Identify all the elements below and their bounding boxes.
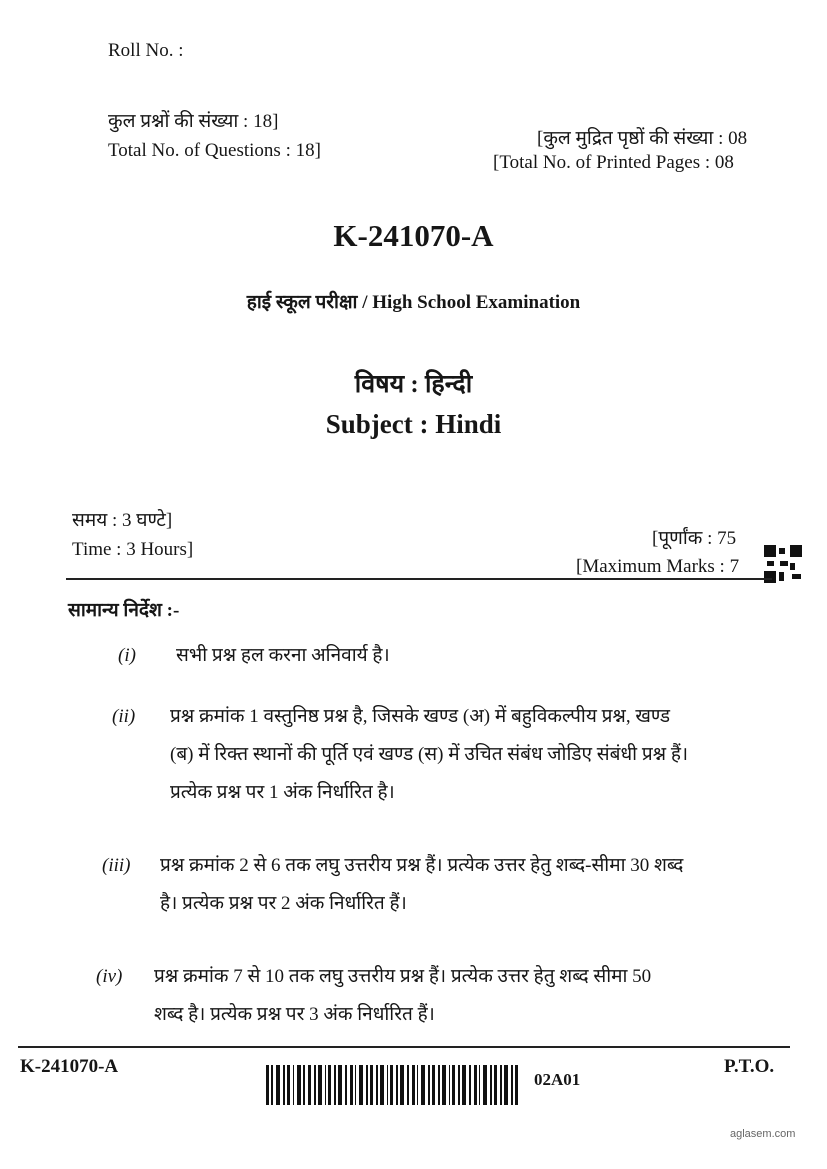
printed-pages-hindi: [कुल मुद्रित पृष्ठों की संख्या : 08 [537, 128, 748, 149]
subject-hindi: विषय : हिन्दी [354, 371, 473, 398]
total-questions-english: Total No. of Questions : 18] [108, 140, 321, 161]
instruction-text: प्रश्न क्रमांक 7 से 10 तक लघु उत्तरीय प्रश्न हैं। प्रत्येक उत्तर हेतु शब्द सीमा 50 [154, 966, 652, 987]
instruction-text: प्रत्येक प्रश्न पर 1 अंक निर्धारित है। [170, 782, 395, 803]
instruction-text: है। प्रत्येक प्रश्न पर 2 अंक निर्धारित हैं। [160, 893, 407, 914]
instruction-item-iii [102, 847, 683, 923]
pto-label: P.T.O. [724, 1056, 775, 1077]
max-marks-english: [Maximum Marks : 7 [576, 556, 740, 577]
watermark: aglasem.com [730, 1128, 796, 1140]
instruction-text: प्रश्न क्रमांक 1 वस्तुनिष्ठ प्रश्न है, जिसके खण्ड (अ) में बहुविकल्पीय प्रश्न, खण्ड [170, 706, 671, 727]
instruction-text: (ब) में रिक्त स्थानों की पूर्ति एवं खण्ड (स) में उचित संबंध जोडिए संबंधी प्रश्न हैं। [170, 744, 689, 765]
instruction-item-iv [96, 958, 651, 1034]
total-questions-hindi: कुल प्रश्नों की संख्या : 18] [108, 111, 279, 132]
instruction-number: (iv) [96, 966, 123, 987]
instruction-number: (iii) [102, 855, 131, 876]
header-divider [66, 578, 772, 580]
barcode [266, 1065, 518, 1105]
paper-code: K-241070-A [333, 218, 494, 253]
instruction-item-i [118, 637, 390, 675]
instructions-heading: सामान्य निर्देश :- [68, 600, 180, 621]
printed-pages-english: [Total No. of Printed Pages : 08 [493, 152, 734, 173]
max-marks-hindi: [पूर्णांक : 75 [652, 528, 737, 549]
time-hindi: समय : 3 घण्टे] [72, 510, 173, 531]
instruction-item-ii [112, 698, 688, 812]
footer-divider [18, 1046, 790, 1048]
barcode-text: 02A01 [534, 1070, 581, 1089]
instruction-text: सभी प्रश्न हल करना अनिवार्य है। [176, 645, 390, 666]
instruction-text: प्रश्न क्रमांक 2 से 6 तक लघु उत्तरीय प्रश्न हैं। प्रत्येक उत्तर हेतु शब्द-सीमा 30 शब्द [160, 855, 684, 876]
subject-english: Subject : Hindi [325, 409, 502, 439]
instruction-text: शब्द है। प्रत्येक प्रश्न पर 3 अंक निर्धारित हैं। [154, 1004, 435, 1025]
instruction-number: (i) [118, 645, 136, 666]
roll-no-label: Roll No. : [108, 40, 184, 61]
exam-name: हाई स्कूल परीक्षा / High School Examination [246, 292, 581, 313]
instruction-number: (ii) [112, 706, 136, 727]
footer-paper-code: K-241070-A [20, 1056, 119, 1077]
time-english: Time : 3 Hours] [72, 539, 194, 560]
